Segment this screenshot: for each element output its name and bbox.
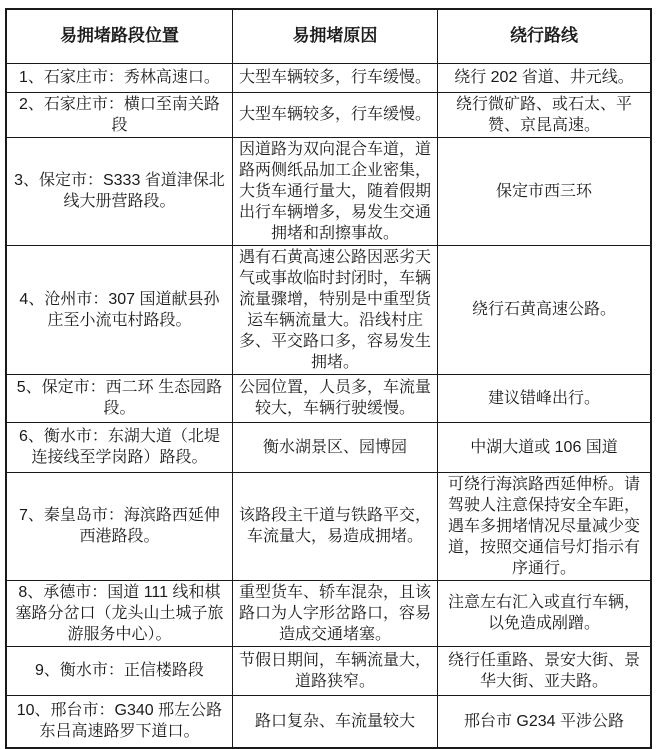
reason-cell: 衡水湖景区、园博园 [232, 422, 437, 472]
table-row [6, 63, 651, 92]
reason-cell: 因道路为双向混合车道，道路两侧纸品加工企业密集，大货车通行量大，随着假期出行车辆增多，易发生交通拥堵和刮擦事故。 [232, 137, 437, 245]
location-cell: 9、衡水市：正信楼路段 [6, 646, 232, 695]
location-cell: 5、保定市：西二环 生态园路段。 [6, 374, 232, 422]
location-cell: 7、秦皇岛市：海滨路西延伸西港路段。 [6, 472, 232, 580]
detour-cell: 绕行 202 省道、井元线。 [438, 63, 652, 92]
table-row [6, 245, 651, 374]
header-row [6, 9, 651, 63]
reason-cell: 路口复杂、车流量较大 [232, 695, 437, 748]
detour-cell: 中湖大道或 106 国道 [438, 422, 652, 472]
column-header-reason: 易拥堵原因 [232, 9, 437, 63]
column-header-location: 易拥堵路段位置 [6, 9, 232, 63]
location-cell: 10、邢台市：G340 邢左公路东吕高速路罗下道口。 [6, 695, 232, 748]
location-cell: 6、衡水市：东湖大道（北堤连接线至学岗路）路段。 [6, 422, 232, 472]
reason-cell: 重型货车、轿车混杂，且该路口为人字形岔路口，容易造成交通堵塞。 [232, 580, 437, 646]
reason-cell: 遇有石黄高速公路因恶劣天气或事故临时封闭时，车辆流量骤增，特别是中重型货运车辆流量大。沿线村庄多、平交路口多，容易发生拥堵。 [232, 245, 437, 374]
table-row [6, 646, 651, 695]
location-cell: 1、石家庄市：秀林高速口。 [6, 63, 232, 92]
table-row [6, 92, 651, 137]
table-row [6, 472, 651, 580]
location-cell: 8、承德市：国道 111 线和棋塞路分岔口（龙头山土城子旅游服务中心）。 [6, 580, 232, 646]
reason-cell: 公园位置，人员多，车流量较大，车辆行驶缓慢。 [232, 374, 437, 422]
detour-cell: 绕行石黄高速公路。 [438, 245, 652, 374]
table-row [6, 137, 651, 245]
table-row [6, 374, 651, 422]
table-row [6, 695, 651, 748]
location-cell: 3、保定市：S333 省道津保北线大册营路段。 [6, 137, 232, 245]
detour-cell: 建议错峰出行。 [438, 374, 652, 422]
reason-cell: 节假日期间，车辆流量大，道路狭窄。 [232, 646, 437, 695]
location-cell: 4、沧州市：307 国道献县孙庄至小流屯村路段。 [6, 245, 232, 374]
column-header-detour: 绕行路线 [438, 9, 652, 63]
detour-cell: 注意左右汇入或直行车辆，以免造成剐蹭。 [438, 580, 652, 646]
table-row [6, 580, 651, 646]
congestion-table [5, 8, 652, 749]
reason-cell: 大型车辆较多，行车缓慢。 [232, 92, 437, 137]
detour-cell: 绕行微矿路、或石太、平赞、京昆高速。 [438, 92, 652, 137]
reason-cell: 该路段主干道与铁路平交，车流量大，易造成拥堵。 [232, 472, 437, 580]
location-cell: 2、石家庄市：横口至南关路段 [6, 92, 232, 137]
detour-cell: 保定市西三环 [438, 137, 652, 245]
detour-cell: 可绕行海滨路西延伸桥。请驾驶人注意保持安全车距，遇车多拥堵情况尽量减少变道，按照交通信号灯指示有序通行。 [438, 472, 652, 580]
reason-cell: 大型车辆较多，行车缓慢。 [232, 63, 437, 92]
detour-cell: 绕行任重路、景安大街、景华大街、亚夫路。 [438, 646, 652, 695]
detour-cell: 邢台市 G234 平涉公路 [438, 695, 652, 748]
table-row [6, 422, 651, 472]
